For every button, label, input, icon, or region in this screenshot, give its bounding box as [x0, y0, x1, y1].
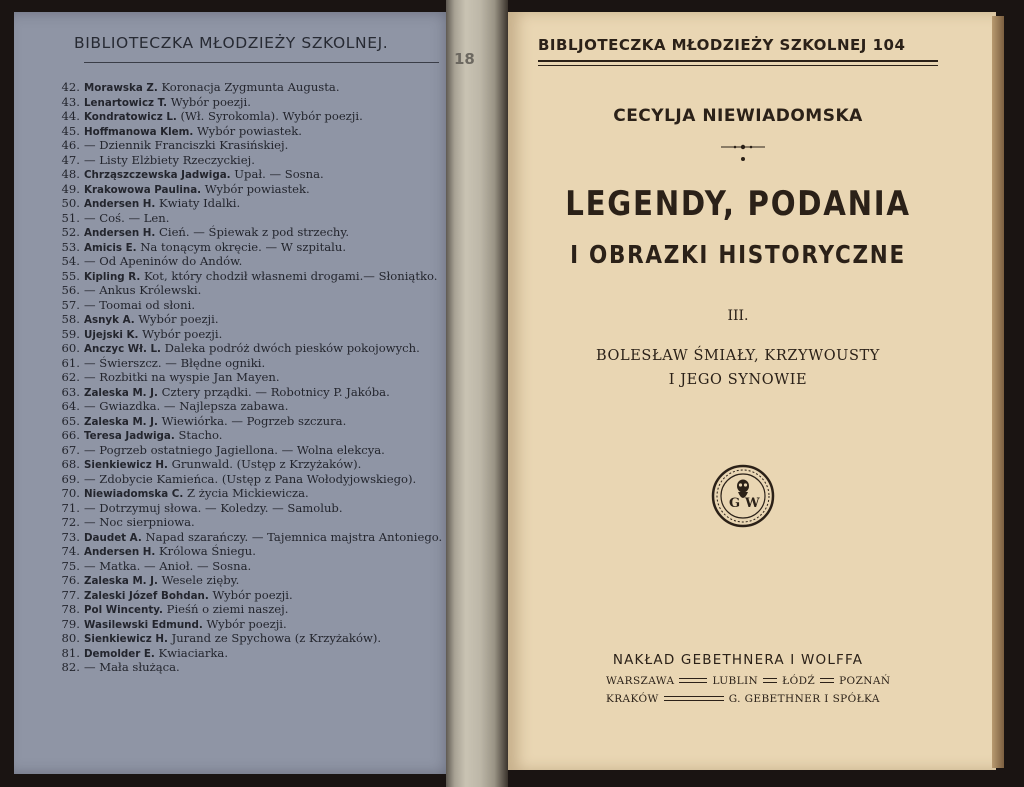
- catalog-entry: [44, 95, 464, 110]
- catalog-entry-author: Ujejski K.: [84, 328, 139, 341]
- double-rule: [820, 678, 834, 683]
- subtitle-line-2: I JEGO SYNOWIE: [668, 372, 808, 388]
- catalog-entry: [44, 414, 464, 429]
- catalog-entry-title: Cień. — Śpiewak z pod strzechy.: [158, 225, 350, 239]
- catalog-entry-number: 67.: [61, 442, 80, 457]
- catalog-entry-title: Cztery prządki. — Robotnicy P. Jakóba.: [161, 384, 390, 399]
- catalog-entry: [44, 428, 464, 443]
- catalog-entry: [44, 530, 464, 545]
- cities-line-1: [606, 672, 906, 689]
- catalog-entry: [44, 80, 464, 95]
- book-title-line-2: I OBRAZKI HISTORYCZNE: [570, 240, 906, 269]
- spine-mark: 18: [454, 50, 475, 68]
- catalog-entry-number: 57.: [61, 297, 80, 312]
- catalog-entry-author: Kipling R.: [84, 270, 141, 283]
- city-poznan: POZNAŃ: [839, 674, 891, 687]
- catalog-entry: [44, 298, 464, 313]
- catalog-entry-author: Andersen H.: [84, 198, 156, 210]
- catalog-entry: [44, 356, 464, 371]
- page-edge: [992, 16, 1004, 768]
- catalog-entry: [44, 646, 464, 661]
- catalog-entry-author: Andersen H.: [84, 227, 156, 239]
- catalog-entry-number: 77.: [61, 587, 80, 602]
- book-title-line-1: LEGENDY, PODANIA: [565, 184, 911, 224]
- catalog-entry-title: Upał. — Sosna.: [234, 167, 324, 181]
- catalog-entry-number: 65.: [61, 413, 80, 428]
- catalog-entry-title: Koronacja Zygmunta Augusta.: [161, 80, 340, 94]
- catalog-entry-title: Królowa Śniegu.: [158, 544, 256, 558]
- catalog-entry-author: Hoffmanowa Klem.: [84, 125, 194, 138]
- catalog-entry-author: Zaleska M. J.: [84, 415, 158, 428]
- catalog-entry: [44, 283, 464, 298]
- catalog-entry: [44, 559, 464, 574]
- logo-letter-g: G: [729, 496, 741, 511]
- catalog-entry-title: — Matka. — Anioł. — Sosna.: [84, 558, 252, 573]
- catalog-entry-title: — Toomai od słoni.: [84, 297, 196, 312]
- header-rule-thin: [538, 65, 938, 66]
- catalog-entry: [44, 399, 464, 414]
- catalog-entry-number: 58.: [61, 312, 80, 326]
- catalog-entry-number: 54.: [61, 254, 80, 268]
- catalog-entry-number: 74.: [61, 544, 80, 558]
- catalog-entry-author: Teresa Jadwiga.: [84, 430, 175, 442]
- catalog-entry: [44, 472, 464, 487]
- catalog-entry-author: Kondratowicz L.: [84, 111, 177, 123]
- catalog-entry-number: 55.: [61, 268, 80, 283]
- book-spine: [446, 0, 508, 787]
- city-lodz: ŁÓDŹ: [782, 674, 816, 687]
- catalog-entry-title: Wybór poezji.: [212, 587, 293, 602]
- catalog-entry-number: 62.: [61, 370, 80, 384]
- catalog-entry: [44, 269, 464, 284]
- catalog-entry: [44, 457, 464, 472]
- catalog-entry: [44, 573, 464, 588]
- catalog-entry: [44, 602, 464, 617]
- catalog-entry-number: 53.: [61, 239, 80, 254]
- catalog-entry-title: Wybór poezji.: [142, 326, 223, 341]
- catalog-entry: [44, 588, 464, 603]
- ornament-icon: [713, 137, 773, 167]
- catalog-entry: [44, 443, 464, 458]
- catalog-entry-title: — Pogrzeb ostatniego Jagiellona. — Wolna elekcya.: [84, 442, 385, 457]
- left-series-header: BIBLIOTECZKA MŁODZIEŻY SZKOLNEJ.: [74, 34, 389, 52]
- city-lublin: LUBLIN: [712, 674, 759, 687]
- catalog-entry: [44, 167, 464, 182]
- catalog-entry: [44, 544, 464, 559]
- catalog-entry-title: Wybór powiastek.: [196, 123, 302, 138]
- catalog-entry-number: 59.: [61, 326, 80, 341]
- catalog-entry: [44, 370, 464, 385]
- catalog-entry-title: Wiewiórka. — Pogrzeb szczura.: [161, 413, 347, 428]
- logo-letter-w: W: [745, 496, 760, 511]
- catalog-entry: [44, 124, 464, 139]
- catalog-entry-title: — Coś. — Len.: [84, 210, 170, 225]
- catalog-entry: [44, 211, 464, 226]
- catalog-entry: [44, 617, 464, 632]
- catalog-entry-number: 80.: [61, 631, 80, 645]
- double-rule: [679, 678, 707, 683]
- catalog-entry-number: 46.: [61, 138, 80, 152]
- catalog-entry-author: Daudet A.: [84, 531, 142, 544]
- left-page-endpaper: [14, 12, 454, 774]
- catalog-entry: [44, 501, 464, 516]
- catalog-entry-title: Daleka podróż dwóch piesków pokojowych.: [164, 341, 420, 355]
- catalog-entry-title: — Rozbitki na wyspie Jan Mayen.: [84, 370, 280, 384]
- catalog-entry-title: Wybór poezji.: [170, 94, 251, 109]
- catalog-entry-title: Kwiaciarka.: [158, 645, 228, 660]
- catalog-entry-title: — Od Apeninów do Andów.: [84, 254, 243, 268]
- catalog-entry-number: 60.: [61, 341, 80, 355]
- catalog-entry: [44, 196, 464, 211]
- catalog-entry: [44, 182, 464, 197]
- author-name: CECYLJA NIEWIADOMSKA: [613, 106, 863, 126]
- catalog-entry-number: 45.: [61, 123, 80, 138]
- catalog-entry-title: Jurand ze Spychowa (z Krzyżaków).: [171, 631, 382, 645]
- catalog-entry-title: — Gwiazdka. — Najlepsza zabawa.: [84, 399, 289, 413]
- volume-number: III.: [727, 308, 749, 324]
- catalog-entry-author: Krakowowa Paulina.: [84, 183, 202, 196]
- catalog-entry-author: Sienkiewicz H.: [84, 459, 168, 471]
- catalog-entry-title: (Wł. Syrokomla). Wybór poezji.: [180, 109, 363, 123]
- catalog-entry-title: — Dotrzymuj słowa. — Koledzy. — Samolub.: [84, 500, 343, 515]
- catalog-entry: [44, 138, 464, 153]
- publisher-owl-logo-icon: [711, 464, 775, 528]
- catalog-entry-title: — Zdobycie Kamieńca. (Ustęp z Pana Wołodyjowskiego).: [84, 471, 417, 486]
- series-catalog-list: [44, 80, 464, 675]
- catalog-entry: [44, 153, 464, 168]
- title-page: [508, 12, 996, 770]
- catalog-entry: [44, 486, 464, 501]
- catalog-entry-title: — Listy Elżbiety Rzeczyckiej.: [84, 152, 255, 167]
- catalog-entry-title: Na tonącym okręcie. — W szpitalu.: [140, 239, 347, 254]
- catalog-entry-title: Kot, który chodził własnemi drogami.— Słoniątko.: [143, 268, 438, 283]
- catalog-entry-number: 50.: [61, 196, 80, 210]
- catalog-entry-title: Pieśń o ziemi naszej.: [166, 602, 289, 616]
- catalog-entry-author: Anczyc Wł. L.: [84, 343, 161, 355]
- catalog-entry-number: 79.: [61, 616, 80, 631]
- catalog-entry-number: 47.: [61, 152, 80, 167]
- publisher-imprint: NAKŁAD GEBETHNERA I WOLFFA: [612, 652, 864, 668]
- catalog-entry-author: Amicis E.: [84, 241, 137, 254]
- catalog-entry-number: 52.: [61, 225, 80, 239]
- catalog-entry-number: 69.: [61, 471, 80, 486]
- catalog-entry-author: Zaleski Józef Bohdan.: [84, 589, 209, 602]
- catalog-entry-number: 61.: [61, 355, 80, 370]
- catalog-entry-title: Wybór poezji.: [206, 616, 287, 631]
- catalog-entry-title: Grunwald. (Ustęp z Krzyżaków).: [171, 457, 362, 471]
- catalog-entry-number: 64.: [61, 399, 80, 413]
- catalog-entry: [44, 109, 464, 124]
- catalog-entry-author: Demolder E.: [84, 647, 155, 660]
- catalog-entry-number: 73.: [61, 529, 80, 544]
- catalog-entry-number: 42.: [61, 80, 80, 94]
- catalog-entry-author: Wasilewski Edmund.: [84, 618, 203, 631]
- catalog-entry-author: Andersen H.: [84, 546, 156, 558]
- catalog-entry-number: 66.: [61, 428, 80, 442]
- catalog-entry: [44, 254, 464, 269]
- catalog-entry-number: 78.: [61, 602, 80, 616]
- left-header-rule: [84, 62, 439, 63]
- catalog-entry-number: 43.: [61, 94, 80, 109]
- catalog-entry-author: Zaleska M. J.: [84, 386, 158, 399]
- catalog-entry-author: Niewiadomska C.: [84, 488, 184, 500]
- catalog-entry: [44, 341, 464, 356]
- right-series-header: BIBLJOTECZKA MŁODZIEŻY SZKOLNEJ 104: [538, 36, 906, 54]
- city-warszawa: WARSZAWA: [606, 674, 675, 687]
- catalog-entry-author: Asnyk A.: [84, 314, 135, 326]
- catalog-entry-author: Chrząszczewska Jadwiga.: [84, 169, 231, 181]
- catalog-entry-number: 44.: [61, 109, 80, 123]
- double-rule: [664, 696, 724, 701]
- catalog-entry: [44, 385, 464, 400]
- catalog-entry-title: — Świerszcz. — Błędne ogniki.: [84, 355, 266, 370]
- catalog-entry-title: — Noc sierpniowa.: [84, 515, 195, 529]
- catalog-entry-number: 71.: [61, 500, 80, 515]
- krakow-publisher: G. GEBETHNER I SPÓŁKA: [728, 692, 880, 705]
- catalog-entry-number: 72.: [61, 515, 80, 529]
- catalog-entry: [44, 515, 464, 530]
- catalog-entry-number: 82.: [61, 660, 80, 674]
- catalog-entry-number: 63.: [61, 384, 80, 399]
- header-rule-thick: [538, 60, 938, 62]
- catalog-entry-author: Pol Wincenty.: [84, 604, 163, 616]
- catalog-entry-author: Sienkiewicz H.: [84, 633, 168, 645]
- catalog-entry-title: Stacho.: [178, 428, 223, 442]
- catalog-entry: [44, 631, 464, 646]
- catalog-entry: [44, 660, 464, 675]
- subtitle-line-1: BOLESŁAW ŚMIAŁY, KRZYWOUSTY: [596, 348, 880, 364]
- catalog-entry-number: 70.: [61, 486, 80, 500]
- cities-line-2: [606, 690, 906, 707]
- catalog-entry-title: Z życia Mickiewicza.: [186, 486, 309, 500]
- catalog-entry-number: 81.: [61, 645, 80, 660]
- catalog-entry-number: 68.: [61, 457, 80, 471]
- catalog-entry-title: — Mała służąca.: [84, 660, 180, 674]
- catalog-entry: [44, 312, 464, 327]
- catalog-entry-number: 76.: [61, 573, 80, 587]
- catalog-entry-title: Wesele zięby.: [161, 573, 240, 587]
- catalog-entry-number: 48.: [61, 167, 80, 181]
- catalog-entry-author: Zaleska M. J.: [84, 575, 158, 587]
- catalog-entry-title: Kwiaty Idalki.: [158, 196, 241, 210]
- catalog-entry: [44, 225, 464, 240]
- city-krakow: KRAKÓW: [606, 692, 659, 705]
- catalog-entry-author: Lenartowicz T.: [84, 96, 167, 109]
- catalog-entry-number: 51.: [61, 210, 80, 225]
- catalog-entry-title: — Ankus Królewski.: [84, 283, 202, 297]
- catalog-entry-number: 56.: [61, 283, 80, 297]
- catalog-entry-title: Wybór poezji.: [138, 312, 219, 326]
- catalog-entry-title: — Dziennik Franciszki Krasińskiej.: [84, 138, 289, 152]
- double-rule: [763, 678, 777, 683]
- catalog-entry: [44, 240, 464, 255]
- catalog-entry-number: 49.: [61, 181, 80, 196]
- catalog-entry-title: Wybór powiastek.: [204, 181, 310, 196]
- catalog-entry-author: Morawska Z.: [84, 82, 158, 94]
- catalog-entry-number: 75.: [61, 558, 80, 573]
- catalog-entry: [44, 327, 464, 342]
- catalog-entry-title: Napad szarańczy. — Tajemnica majstra Antoniego.: [145, 529, 443, 544]
